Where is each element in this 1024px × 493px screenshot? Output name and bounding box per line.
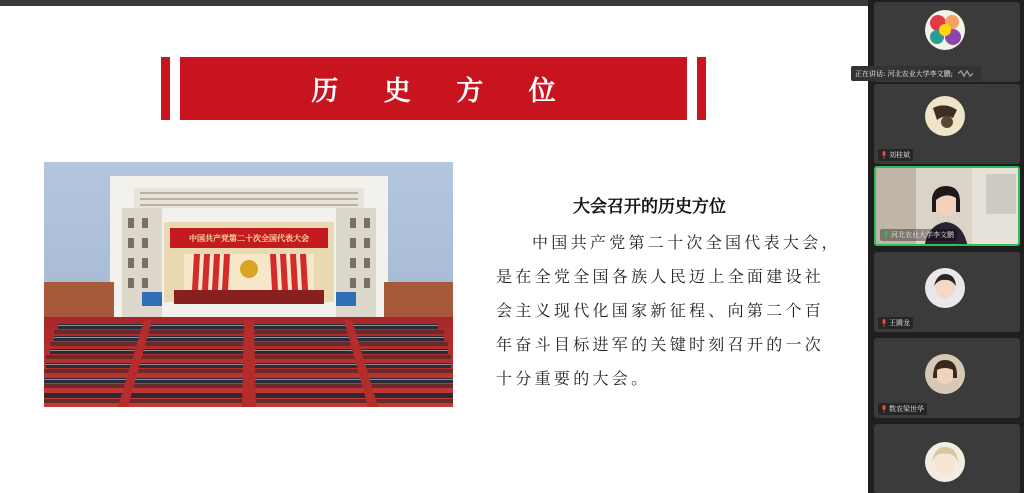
body-line-3: 会主义现代化国家新征程、向第二个百 <box>496 301 825 320</box>
audio-wave-icon <box>957 70 975 77</box>
speaking-indicator <box>851 66 981 81</box>
sketch-avatar-icon <box>925 96 965 136</box>
participant-tile-2[interactable] <box>874 84 1020 164</box>
participant-name-tag: 刘桂斌 <box>878 149 913 161</box>
section-heading: 大会召开的历史方位 <box>573 197 726 217</box>
mic-icon <box>883 231 889 239</box>
title-accent-right <box>697 57 706 120</box>
slide-title-banner <box>180 57 687 120</box>
portrait-avatar-icon <box>925 354 965 394</box>
participant-tile-4[interactable] <box>874 252 1020 332</box>
participant-tile-3[interactable] <box>874 166 1020 246</box>
anime-avatar-icon <box>925 442 965 482</box>
participant-name-tag: 数农梁世华 <box>878 403 927 415</box>
slide-title: 历 史 方 位 <box>311 76 574 107</box>
participant-name-tag: 河北农业大学李文鹏 <box>880 229 957 241</box>
mic-muted-icon <box>881 319 887 327</box>
participant-tile-6[interactable] <box>874 424 1020 493</box>
body-line-5: 十分重要的大会。 <box>496 369 651 388</box>
body-line-2: 是在全党全国各族人民迈上全面建设社 <box>496 267 825 286</box>
mic-muted-icon <box>881 405 887 413</box>
title-accent-left <box>161 57 170 120</box>
photo-banner-text: 中国共产党第二十次全国代表大会 <box>189 234 309 243</box>
participant-tile-5[interactable] <box>874 338 1020 418</box>
mic-muted-icon <box>881 151 887 159</box>
congress-hall-photo <box>44 162 453 407</box>
participant-name-tag: 王腾龙 <box>878 317 913 329</box>
portrait-avatar-icon <box>925 268 965 308</box>
colorful-flower-icon <box>925 10 965 50</box>
slide-top-bar <box>0 0 868 6</box>
body-line-4: 年奋斗目标进军的关键时刻召开的一次 <box>496 335 825 354</box>
body-line-1: 中国共产党第二十次全国代表大会， <box>532 233 841 252</box>
speaking-label: 正在讲话: 河北农业大学李文鹏; <box>855 69 953 78</box>
